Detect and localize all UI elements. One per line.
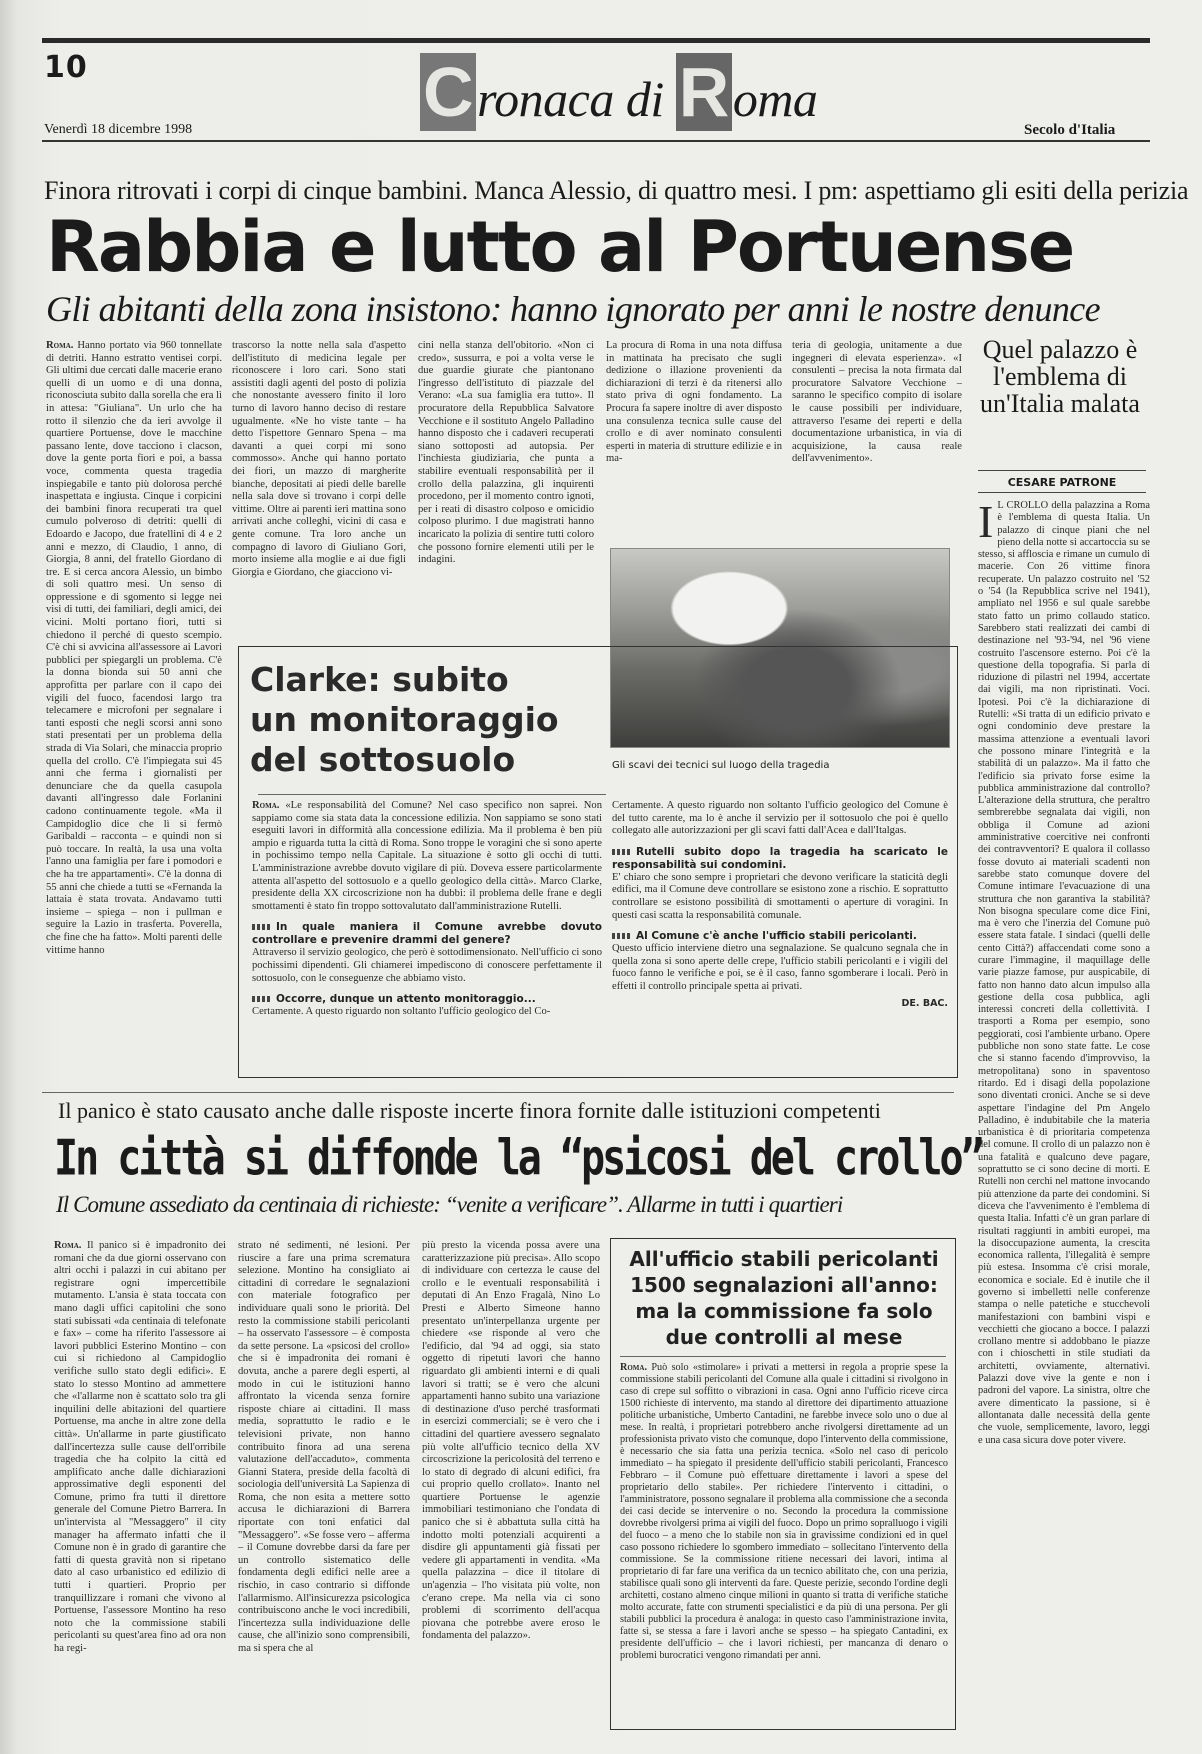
story2-column-1 xyxy=(54,1240,226,1732)
clarke-headline-line-2: un monitoraggio xyxy=(250,700,559,739)
story1-headline: Rabbia e lutto al Portuense xyxy=(46,206,1074,288)
story1-deck: Gli abitanti della zona insistono: hanno ignorato per anni le nostre denunce xyxy=(46,289,1101,329)
ufficio-dateline: Roma. xyxy=(620,1362,648,1373)
clarke-p5: Questo ufficio interviene dietro una segnalazione. Se qualcuno segnala che in quella zona si sono aperte delle crepe, l'ufficio stabili pericolanti e i vigili del fuoco fanno le verifiche e poi, se è il caso, fanno sgomberare i locali. Però in effetti il controllo principale spetta ai privati. xyxy=(612,943,948,992)
clarke-p3: Certamente. A questo riguardo non soltanto l'ufficio geologico del Comune è del tutto carente, ma lo è anche il servizio per il sottosuolo che poi è quello collegato alle autorizzazioni per gli scavi fatti dall'Acea e dall'Italgas. xyxy=(612,800,948,837)
story1-col4-text: La procura di Roma in una nota diffusa in mattinata ha precisato che sugli dedizione o illazione provenienti da dichiarazioni di terzi è da ritenersi allo stato priva di ogni fondamento. La Procura fa sapere inoltre di aver disposto una consulenza tecnica sulle cause del crollo e di aver nominato consulenti esperti in materia di strutture edilizie e in ma- xyxy=(606,340,782,465)
ufficio-text: Può solo «stimolare» i privati a mettersi in regola a proprie spese la commissione stabili pericolanti del Comune alla quale i cittadini si rivolgono in caso di crepe sul soffitto o vibrazioni in casa. Ogni anno l'ufficio riceve circa 1500 richieste di intervento, ma stando al direttore dei dipartimento attuazione politiche urbanistiche, Umberto Cantadini, ne farebbe invece solo uno o due al mese. In realtà, i proprietari potrebbero anche rivolgersi direttamente ad un professionista privato visto che comunque, dopo l'intervento della commissione, è necessario che sia fatta una perizia tecnica. «Solo nel caso di pericolo immediato – ha spiegato il presidente dell'ufficio stabili pericolanti, Francesco Febbraro – il Comune può effettuare direttamente i lavori a spese del proprietario dello stabile». Per richiedere l'intervento i cittadini, o l'amministratore, possono segnalare il problema alla commissione che a seconda dei casi decide se intervenire o no. Secondo la procedura la commissione dovrebbe rivolgersi prima ai vigili del fuoco. Dopo un primo sopralluogo i vigili del fuoco – a meno che lo stabile non sia in gravissime condizioni ed in quel caso possono richiedere lo sgombero immediato – sollecitano l'intervento della commissione. Se la commissione ritiene necessari dei lavori, intima al proprietario di far fare una verifica da un tecnico abilitato che, con una perizia, stabilisce quali sono gli interventi da fare. Queste perizie, secondo l'ordine degli architetti, costano almeno cinque milioni in quanto si tratta di verifiche statiche molto accurate, fatte con strumenti specialistici e da più di una persona. Per gli stabili pubblici la procedura è analoga: in questo caso l'amministrazione invita, fatte sì, se stessa a fare i lavori anche se spesso – ha spiegato Cantadini, ex presidente dell'ufficio – che i lavori richiesti, per mancanza di denaro o problemi burocratici vengono rimandati per anni. xyxy=(620,1362,948,1661)
story1-column-3 xyxy=(418,340,594,640)
story2-kicker: Il panico è stato causato anche dalle risposte incerte finora fornite dalle istituzioni competenti xyxy=(58,1098,881,1123)
section-mid: ronaca di xyxy=(477,71,676,127)
page-number: 10 xyxy=(44,50,88,85)
clarke-byline: DE. BAC. xyxy=(901,997,948,1009)
story1-col5-text: teria di geologia, unitamente a due ingegneri di elevata esperienza». «I consulenti – precisa la nota firmata dal procuratore Salvatore Vecchione – saranno le specifico compito di isolare le cause possibili per individuare, attraverso l'esame dei reperti e della documentazione urbanistica, in via di acquisizione, la causa reale dell'avvenimento». xyxy=(792,340,962,465)
section-cap-r: R xyxy=(676,53,732,131)
story1-col3-text: cini nella stanza dell'obitorio. «Non ci credo», sussurra, e poi a volta verse le due guardie giurate che piantonano l'ingresso dell'istituto di piazzale del Verano: «La sua famiglia era tutto». Il procuratore della Repubblica Salvatore Vecchione e il sostituto Angelo Palladino hanno disposto che i cadaveri recuperati siano sottoposti ad autopsia. Per l'inchiesta giudiziaria, che punta a stabilire eventuali responsabilità per il crollo della palazzina, gli inquirenti procedono, per il momento contro ignoti, per i reati di disastro colposo e omicidio colposo plurimo. I due magistrati hanno incaricato la polizia di sentire tutti coloro che possono fornire elementi utili per le indagini. xyxy=(418,340,594,566)
story2-col1-text: Il panico si è impadronito dei romani che da due giorni osservano con altri occhi i palazzi in cui abitano per registrare ogni impercettibile mutamento. L'ansia è stata toccata con mano dagli uffici capitolini che sono stati subissati «da centinaia di telefonate e fax» – come ha riferito l'assessore ai lavori pubblici Esterino Montino – con cui si richiedono al Campidoglio verifiche sullo stato degli edifici». E stato lo stesso Montino ad ammettere che «l'allarme non è scattato solo tra gli inquilini delle abitazioni del quartiere Portuense, ma anche in altre zone della città». Un'allarme in parte giustificato dall'incertezza sulle cause dell'orribile tragedia che ha colpito la città ed amplificato anche dalle dichiarazioni approssimative degli esponenti del Comune, primo fra tutti il direttore generale del Comune Pietro Barrera. In un'intervista al "Messaggero" il city manager ha affermato infatti che il Comune non è in grado di garantire che fatti di questa gravità non si ripetano dato al caso urbanistico ed edilizio di tutti i quartieri. Proprio per tranquillizzare i romani che vivono al Portuense, l'assessore Montino ha reso noto che la commissione stabili pericolanti su quest'area fino ad ora non ha regi- xyxy=(54,1240,226,1654)
ufficio-body xyxy=(620,1362,948,1722)
clarke-p1: «Le responsabilità del Comune? Nel caso specifico non saprei. Non sappiamo come sia stata data la concessione edilizia. Non sappiamo se sono stati eseguiti lavori in difformità alla concessione edilizia. Ma il problema è ben più ampio e riguarda tutta la città di Roma. Sono troppe le voragini che si sono aperte in pochissimo tempo nella Capitale. La situazione è sotto gli occhi di tutti. L'amministrazione avrebbe dovuto vigilare di più. Doveva essere particolarmente attenta all'aspetto del sottosuolo e a quello geologico della città». Marco Clarke, presidente della XX circoscrizione non ha dubbi: il problema delle frane e degli smottamenti è stato fin troppo sottovalutato dall'amministrazione Rutelli. xyxy=(252,800,602,912)
clarke-headline-line-1: Clarke: subito xyxy=(250,660,509,699)
paper-name: Secolo d'Italia xyxy=(1024,122,1116,138)
story2-dateline: Roma. xyxy=(54,1240,82,1251)
clarke-headline xyxy=(250,660,559,780)
sidebar-text: L CROLLO della palazzina a Roma è l'emblema di questa Italia. Un palazzo di cinque piani che nel pieno della notte si accartoccia su se stesso, si affloscia e rimane un cumulo di macerie. Con 26 vittime finora recuperate. Un palazzo costruito nel '52 o '54 (la Repubblica scrive nel 1941), ampliato nel 1956 e sul quale sarebbe stato fatto un primo collaudo statico. Sarebbero stati realizzati dei cambi di destinazione nel '93-'94, nel '96 viene costruito l'ascensore esterno. Poi c'è la questione della topografia. Si parla di riduzione di pilastri nel 1994, accertate dai vigili, ma non ripristinati. Voci. Ipotesi. Poi c'è la dichiarazione di Rutelli: «Si tratta di un edificio privato e ogni condominio deve prestare la massima attenzione a eventuali lavori che possono minare l'integrità e la stabilità di un palazzo». Ma il fatto che l'edificio sia privato forse esime la pubblica amministrazione dal controllo? L'alterazione della struttura, che peraltro sembrerebbe segnalata dai vigili, non obbliga il Comune ad azioni amministrative coercitive nei confronti dei contravventori? E qualora il collasso fosse dovuto ai materiali scadenti non sarebbe stato comunque dovere del Comune intimare l'evacuazione di una struttura che non garantiva la stabilità? Non bisogna speculare come dice Fini, ma è vero che l'inerzia del Comune può essere stata fatale. I sindaci (quelli delle cento Città?) affaccendati come sono a curare l'immagine, il maquillage delle varie piazze famose, pur auspicabile, di fatto non hanno dato alcun impulso alla gestione della cosa pubblica, agli interessi concreti della collettività. I trasporti a Roma per esempio, sono peggiorati, così l'ambiente urbano. Opere pubbliche non sono state fatte. Le cose che si stanno facendo d'improvviso, la metropolitana) sono in spaventoso ritardo. Ed i disagi della popolazione sono diventati cronici. Anche se si deve aspettare l'indagine del Pm Angelo Palladino, è indubitabile che la materia urbanistica è di prioritaria competenza del comune. Il crollo di un palazzo non è una fatalità e qualcuno deve pagare, soprattutto se ci sono decine di morti. E Rutelli non cerchi nel mattone invocando più attenzione da parte dei condomini. Si diceva che l'avvenimento è l'emblema di questa Italia. Infatti c'è un gran parlare di risultati raggiunti in ambiti europei, ma la disoccupazione aumenta, la crescita economica rallenta, l'illegalità è sempre più estesa. Insomma c'è crisi morale, economica e sociale. Ed è inutile che il governo si imbelletti nelle conferenze stampa o nelle patetiche e stucchevoli manifestazioni con bambini vispi e vecchietti che giocano a bocce. I palazzi crollano mentre si addobbano le piazze con i chioschetti in stile studiati da architetti, ovviamente, alternativi. Palazzi dove vive la gente e non i padroni del vapore. La sinistra, oltre che avere dimenticato la passione, si è allontanata dalle necessità della gente che vuole, semplicemente, lavoro, leggi e una casa sicura dove poter vivere. xyxy=(978,500,1150,1446)
top-rule xyxy=(42,38,1150,43)
story2-headline: In città si diffonde la “psicosi del crollo” xyxy=(54,1130,982,1187)
issue-date: Venerdì 18 dicembre 1998 xyxy=(44,122,193,137)
clarke-headline-line-3: del sottosuolo xyxy=(250,740,516,779)
ufficio-headline: All'ufficio stabili pericolanti 1500 segnalazioni all'anno: ma la commissione fa solo due controlli al mese xyxy=(629,1247,939,1349)
story1-col1-text: Hanno portato via 960 tonnellate di detriti. Hanno estratto ventisei corpi. Gli ultimi due cercati dalle macerie erano quelli di un uomo e di una donna, riconosciuta subito dalla sorella che era lì in attesa: "Giuliana". Un urlo che ha rotto il silenzio che da ieri avvolge il quartiere Portuense, dove le macchine passano lente, dove tacciono i clacson, dove la gente porta fiori e poi, a bassa voce, commenta questa tragedia inspiegabile e tanto più dolorosa perché inaspettata e ingiusta. Cinque i corpicini dei bambini finora recuperati tra quel cumulo polveroso di detriti: quelli di Edoardo e Jacopo, due fratellini di 4 e 2 anni e mezzo, di Claudio, 1 anno, di Giorgia, 8 anni, del fratello Giordano di tre. E si cerca ancora Alessio, un bimbo di soli quattro mesi. Un senso di oppressione e di sgomento si legge nei visi di tutti, dei familiari, degli amici, dei vicini. Molti portano fiori, tutti si chiedono il perché di questo scempio. C'è chi si avvicina all'assessore ai Lavori pubblici per spiegargli un problema. C'è la donna bionda sui 50 anni che approfitta per parlare con il capo dei vigili del fuoco, facendosi largo tra telecamere e microfoni per segnalare i tanti esposti che negli scorsi anni sono stati presentati per un problema della strada di Via Solari, che minaccia proprio quella del crollo. C'è l'impiegata sui 45 anni che ferma i giornalisti per denunciare che da quella casupola davanti all'ingresso dale Forlanini cadono continuamente tegole. «Ma il Campidoglio dice che lì si fermò Garibaldi – racconta – e quindi non si può toccare. In realtà, la usa una volta l'anno una famiglia per fare i pomodori e che ha tre appartamenti». C'è la donna di 55 anni che chiede a tutti se «Fernanda la lattaia è stata trovata. Andavamo tutti insieme – spiega – non i pullman e seguire la Lazio in trasferta. Poverella, che fine che ha fatto». Molti parenti delle vittime hanno xyxy=(46,340,222,956)
sidebar-body xyxy=(978,500,1150,1732)
section-title xyxy=(420,52,817,132)
clarke-column-2 xyxy=(612,800,948,1070)
question-marker-icon xyxy=(612,933,632,939)
question-marker-icon xyxy=(612,849,632,855)
sidebar-rule xyxy=(978,470,1146,471)
section-cap-c: C xyxy=(420,53,476,131)
clarke-column-1 xyxy=(252,800,602,1070)
sidebar-rule-2 xyxy=(978,492,1146,493)
section-end: oma xyxy=(732,71,818,127)
clarke-rule xyxy=(258,794,606,795)
clarke-dateline: Roma. xyxy=(252,800,280,811)
story2-col3-text: più presto la vicenda possa avere una caratterizzazione più precisa». Allo scopo di individuare con certezza le cause del crollo e le eventuali responsabilità i deputati di An Enzo Fragalà, Nino Lo Presti e Alberto Simeone hanno presentato un'interpellanza urgente per chiedere «se risponde al vero che l'edificio, dal '94 ad oggi, sia stato oggetto di ripetuti lavori che hanno riguardato gli ambienti interni e di quali lavori si tratti; se è vero che alcuni appartamenti hanno subito una variazione di destinazione d'uso perché trasformati in esercizi commerciali; se è vero che i cittadini del quartiere avessero segnalato più volte all'ufficio tecnico della XV circoscrizione la pericolosità del terreno e lo stato di degrado di alcuni edifici, fra cui proprio quello crollato». Inanto nel quartiere Portuense le agenzie immobiliari testimoniano che l'ondata di panico che si è abbattuta sulla città ha indotto molti potenziali acquirenti a disdire gli appuntamenti già fissati per vedere gli appartamenti in vendita. «Ma quella palazzina – dice il titolare di un'agenzia – l'ho visitata più volte, non c'erano crepe. Ma nella via ci sono problemi di scorrimento dell'acqua piovana che potrebbe avere eroso le fondamenta del palazzo». xyxy=(422,1240,600,1642)
ufficio-rule xyxy=(620,1356,946,1357)
masthead-rule xyxy=(42,140,1150,142)
sidebar-author: CESARE PATRONE xyxy=(1007,476,1117,489)
story2-column-3 xyxy=(422,1240,600,1732)
clarke-question-1: In quale maniera il Comune avrebbe dovuto controllare e prevenire drammi del genere? xyxy=(252,921,602,947)
story2-rule xyxy=(42,1092,954,1093)
story1-column-4 xyxy=(606,340,782,540)
clarke-p2: Attraverso il servizio geologico, che però è sottodimensionato. Nell'ufficio ci sono pochissimi dipendenti. Gli chiamerei impediscono di conoscere perfettamente il sottosuolo, con le conseguenze che abbiamo visto. xyxy=(252,947,602,984)
story1-column-2 xyxy=(232,340,406,640)
clarke-question-2: Occorre, dunque un attento monitoraggio... xyxy=(252,993,602,1006)
story1-kicker: Finora ritrovati i corpi di cinque bambini. Manca Alessio, di quattro mesi. I pm: aspettiamo gli esiti della perizia xyxy=(44,176,1189,205)
story2-col2-text: strato né sedimenti, né lesioni. Per riuscire a fare una prima scrematura selezione. Montino ha consigliato ai cittadini di corredare le segnalazioni con materiale fotografico per individuare quali sono le priorità. Del resto la commissione stabili pericolanti – ha osservato l'assessore – è composta da sette persone. La «psicosi del crollo» che si è impadronita dei romani è dovuta, anche a parere degli esperti, al modo in cui le istituzioni hanno affrontato la vicenda senza fornire risposte chiare ai cittadini. Il mass media, soprattutto le radio e le televisioni private, non hanno contribuito finora ad una serena valutazione dell'accaduto», commenta Gianni Statera, preside della facoltà di sociologia dell'università La Sapienza di Roma, che non esita a mettere sotto accusa le dichiarazioni di Barrera riportate con toni enfatici dal "Messaggero". «Se fosse vero – afferma – il Comune dovrebbe darsi da fare per un controllo sistematico delle fondamenta degli edifici nelle aree a rischio, in caso contrario si diffonde l'allarmismo. All'insicurezza psicologica contribuiscono anche le voci incredibili, l'incertezza sulla individuazione delle cause, che all'inizio sono comprensibili, ma si spera che al xyxy=(238,1240,410,1654)
question-marker-icon xyxy=(252,924,272,930)
photo-caption: Gli scavi dei tecnici sul luogo della tragedia xyxy=(612,760,830,771)
clarke-question-3: Rutelli subito dopo la tragedia ha scaricato le responsabilità sui condomini. xyxy=(612,845,948,871)
story2-deck: Il Comune assediato da centinaia di richieste: “venite a verificare”. Allarme in tutti i quartieri xyxy=(56,1192,843,1217)
story1-column-5 xyxy=(792,340,962,540)
clarke-p3a: Certamente. A questo riguardo non soltanto l'ufficio geologico del Co- xyxy=(252,1006,551,1018)
story1-column-1 xyxy=(46,340,222,1082)
story2-column-2 xyxy=(238,1240,410,1732)
question-marker-icon xyxy=(252,996,272,1002)
clarke-question-4: Al Comune c'è anche l'ufficio stabili pericolanti. xyxy=(612,930,948,943)
sidebar-headline: Quel palazzo è l'emblema di un'Italia malata xyxy=(980,335,1140,418)
story1-col2-text: trascorso la notte nella sala d'aspetto dell'istituto di medicina legale per riconoscere i loro cari. Sono stati assistiti dagli agenti del posto di polizia che nonostante avessero finito il loro turno di lavoro hanno deciso di restare ugualmente. «Ne ho viste tante – ha detto l'ispettore Gennaro Spena – ma davanti a quei corpi mi sono commosso». Anche qui hanno portato dei fiori, un mazzo di margherite bianche, depositati ai piedi delle barelle nella sala dove si trovano i corpi delle vittime. Oltre ai parenti ieri mattina sono arrivati anche colleghi, vicini di casa e gente comune. Tra loro anche un compagno di lavoro di Giuliano Gori, morto insieme alla moglie e ai due figli Giorgia e Giordano, che giacciono vi- xyxy=(232,340,406,578)
clarke-p4: E' chiaro che sono sempre i proprietari che devono verificare la staticità degli edifici, ma il Comune deve controllare se esistono zone a rischio. E soprattutto controllare se esistono possibilità di smottamenti o aperture di voragini. In questi casi scatta la responsabilità comunale. xyxy=(612,871,948,921)
dateline: Roma. xyxy=(46,340,74,351)
sidebar-dropcap: I xyxy=(978,500,994,547)
